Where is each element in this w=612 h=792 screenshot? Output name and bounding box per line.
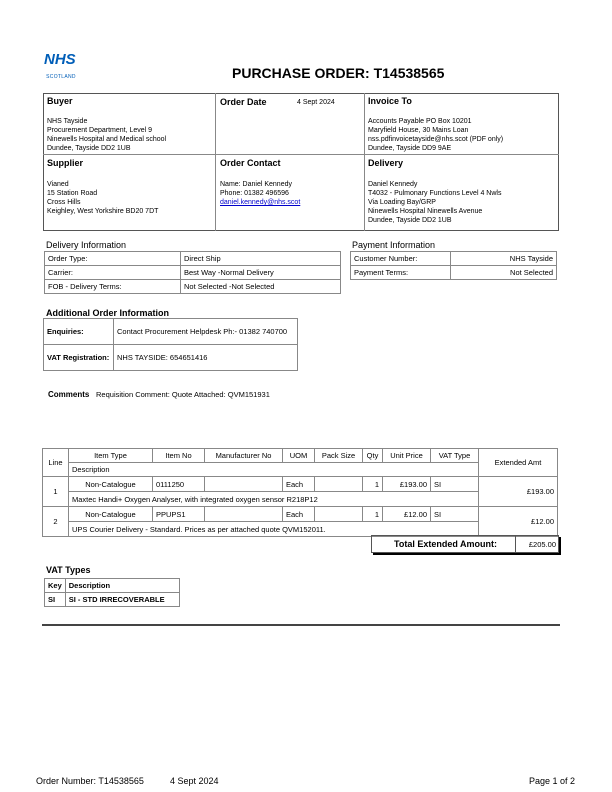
supplier-address: Vianed 15 Station Road Cross Hills Keighley, West Yorkshire BD20 7DT — [47, 181, 159, 215]
table-header-row: Line Item Type Item No Manufacturer No UOM Pack Size Qty Unit Price VAT Type Extended Amt — [43, 449, 558, 463]
payment-info-heading: Payment Information — [352, 240, 436, 250]
delivery-address: Daniel Kennedy T4032 - Pulmonary Functions Level 4 Nwls Via Loading Bay/GRP Ninewells Hospital Ninewells Avenue Dundee, Tayside DD2 1UB — [368, 181, 502, 224]
table-row: Customer Number: NHS Tayside — [351, 252, 557, 266]
table-row: UPS Courier Delivery - Standard. Prices as per attached quote QVM152011. — [43, 522, 558, 537]
nhs-logo — [44, 52, 78, 80]
page-title: PURCHASE ORDER: T14538565 — [232, 65, 445, 81]
table-header-row: Key Description — [45, 579, 180, 593]
table-row: Maxtec Handi+ Oxygen Analyser, with integrated oxygen sensor R218P12 — [43, 492, 558, 507]
comments-text: Requisition Comment: Quote Attached: QVM151931 — [96, 390, 270, 399]
table-row: 1 Non-Catalogue 0111250 Each 1 £193.00 SI £193.00 — [43, 477, 558, 492]
nhs-logo-subtext: SCOTLAND — [46, 74, 76, 80]
table-row: SI SI - STD IRRECOVERABLE — [45, 593, 180, 607]
table-row: Enquiries: Contact Procurement Helpdesk Ph:- 01382 740700 — [44, 319, 298, 345]
contact-name: Name: Daniel Kennedy — [220, 181, 292, 188]
payment-info-table — [350, 251, 557, 280]
additional-info-table — [43, 318, 298, 371]
total-value: £205.00 — [528, 540, 556, 549]
total-label: Total Extended Amount: — [394, 539, 497, 549]
order-date-heading: Order Date — [220, 97, 267, 107]
table-row: Order Type: Direct Ship — [45, 252, 341, 266]
total-box — [371, 535, 559, 553]
delivery-info-table — [44, 251, 341, 294]
contact-phone: Phone: 01382 496596 — [220, 190, 289, 197]
footer-date: 4 Sept 2024 — [170, 776, 219, 786]
footer-order-number: Order Number: T14538565 — [36, 776, 144, 786]
comments — [48, 390, 270, 399]
delivery-heading: Delivery — [368, 158, 404, 168]
order-date-value: 4 Sept 2024 — [297, 99, 335, 106]
supplier-heading: Supplier — [47, 158, 84, 168]
order-contact-heading: Order Contact — [220, 158, 281, 168]
additional-info-heading: Additional Order Information — [46, 308, 169, 318]
comments-label: Comments — [48, 390, 90, 399]
invoice-to-heading: Invoice To — [368, 96, 412, 106]
table-header-row: Description — [43, 463, 558, 477]
table-row: Carrier: Best Way -Normal Delivery — [45, 266, 341, 280]
buyer-address: NHS Tayside Procurement Department, Level 9 Ninewells Hospital and Medical school Dundee, Tayside DD2 1UB — [47, 118, 167, 152]
vat-types-heading: VAT Types — [46, 565, 91, 575]
table-row: VAT Registration: NHS TAYSIDE: 654651416 — [44, 345, 298, 371]
divider — [42, 624, 560, 626]
line-items-table — [42, 448, 558, 537]
contact-email-link[interactable]: daniel.kennedy@nhs.scot — [220, 199, 301, 206]
table-row: FOB - Delivery Terms: Not Selected -Not Selected — [45, 280, 341, 294]
table-row: 2 Non-Catalogue PPUPS1 Each 1 £12.00 SI £12.00 — [43, 507, 558, 522]
nhs-logo-text: NHS — [44, 51, 76, 68]
table-row: Payment Terms: Not Selected — [351, 266, 557, 280]
order-contact-details — [220, 180, 300, 207]
footer-page-number: Page 1 of 2 — [528, 776, 575, 786]
buyer-heading: Buyer — [47, 96, 73, 106]
delivery-info-heading: Delivery Information — [46, 240, 127, 250]
invoice-address: Accounts Payable PO Box 10201 Maryfield House, 30 Mains Loan nss.pdfinvoicetayside@nhs.scot (PDF only) Dundee, Tayside DD9 9AE — [368, 118, 504, 152]
vat-types-table — [44, 578, 180, 607]
